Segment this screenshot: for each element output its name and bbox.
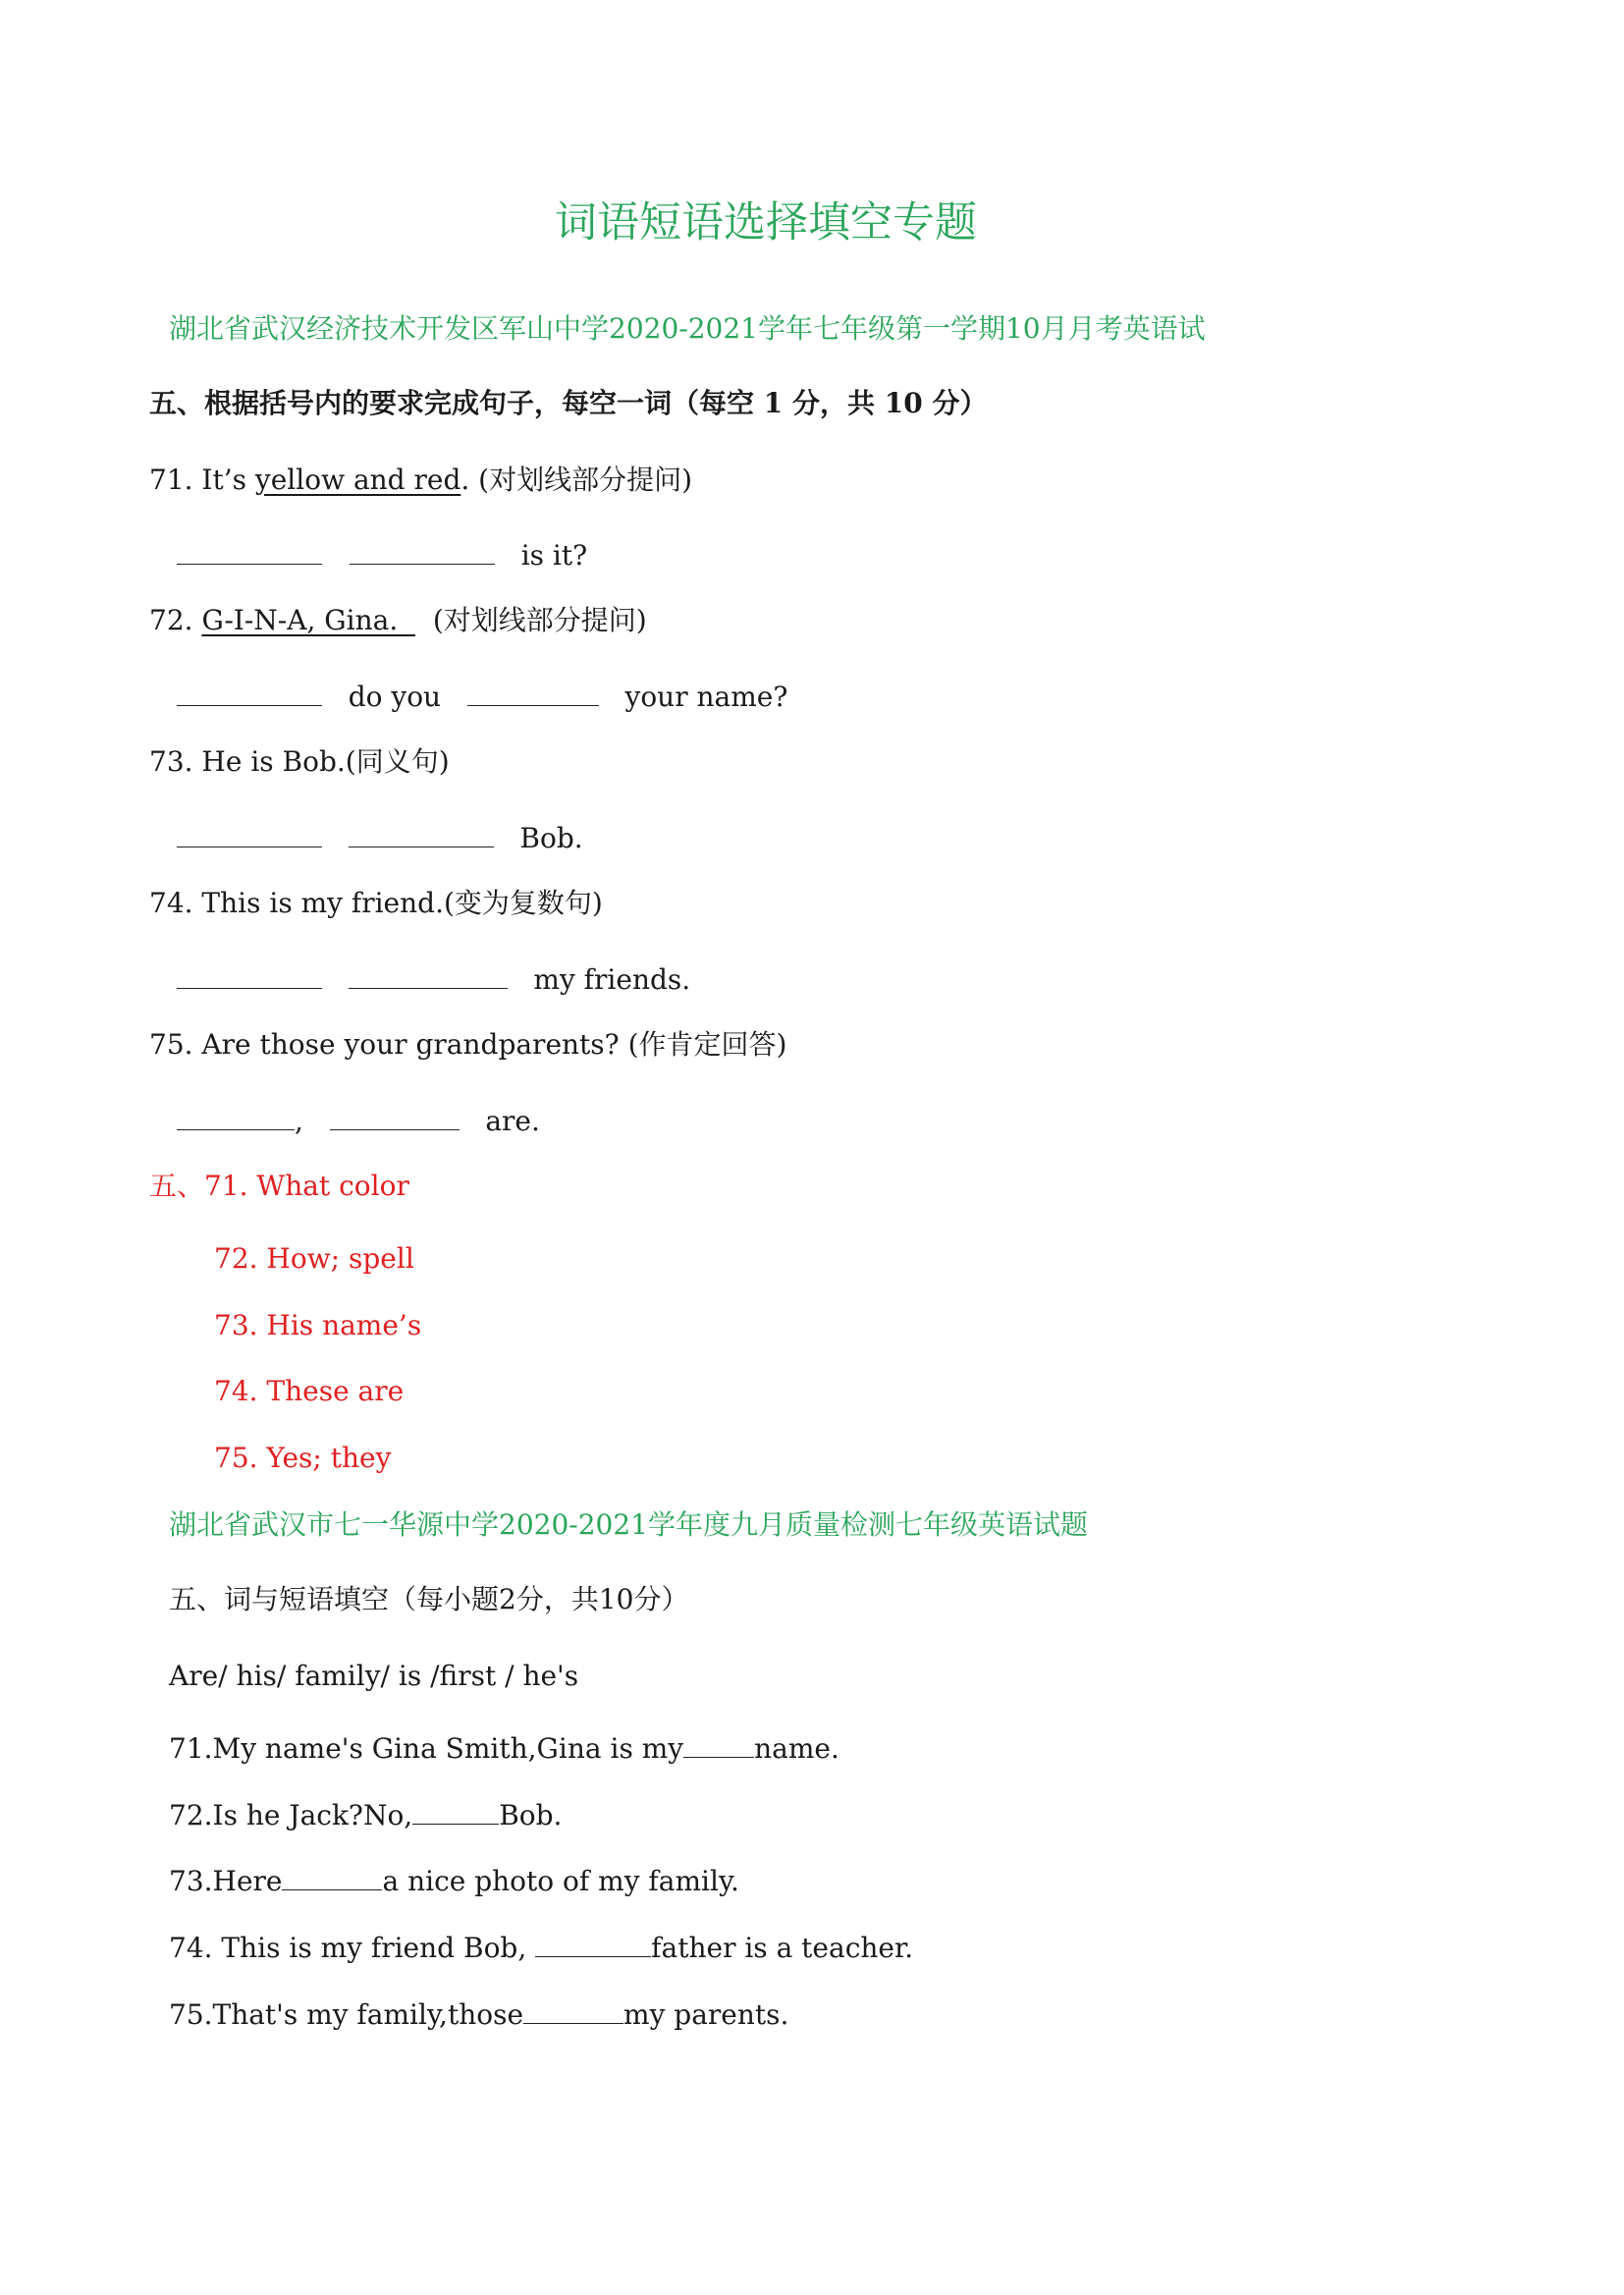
fill-75-prefix: 75.That's my family,those — [169, 1998, 524, 2031]
question-71-underlined: yellow and red — [254, 464, 461, 496]
answer-line-72-mid: do you — [348, 681, 442, 713]
fill-blank-72[interactable] — [412, 1798, 499, 1825]
fill-71-suffix: name. — [754, 1732, 839, 1765]
fill-75-suffix: my parents. — [623, 1998, 789, 2031]
answer-line-75 — [177, 1102, 540, 1138]
question-72 — [149, 604, 647, 637]
answer-line-74-tail: my friends. — [533, 963, 691, 996]
word-bank: Are/ his/ family/ is /first / he's — [169, 1660, 579, 1692]
question-71-prefix: 71. It’s — [149, 464, 255, 496]
answer-line-72 — [177, 678, 787, 714]
fill-question-75 — [169, 1997, 788, 2032]
blank-71-b[interactable] — [350, 536, 495, 565]
fill-blank-75[interactable] — [523, 1997, 623, 2024]
fill-question-72 — [169, 1798, 562, 1832]
blank-74-b[interactable] — [349, 960, 508, 989]
blank-71-a[interactable] — [177, 536, 322, 565]
answer-71: 五、71. What color — [149, 1170, 409, 1202]
blank-73-b[interactable] — [349, 819, 494, 847]
question-72-underlined: G-I-N-A, Gina. — [201, 604, 416, 636]
blank-73-a[interactable] — [177, 819, 322, 847]
answer-line-72-tail: your name? — [624, 681, 788, 713]
section-heading-2: 五、词与短语填空（每小题2分，共10分） — [169, 1583, 689, 1615]
blank-74-a[interactable] — [177, 960, 322, 989]
question-73: 73. He is Bob.(同义句) — [149, 745, 450, 778]
question-71 — [149, 464, 692, 497]
question-71-instruction: . (对划线部分提问) — [460, 464, 693, 496]
answer-72: 72. How; spell — [214, 1242, 414, 1275]
question-74: 74. This is my friend.(变为复数句) — [149, 887, 603, 919]
answer-75: 75. Yes; they — [214, 1442, 392, 1474]
fill-question-73 — [169, 1864, 739, 1898]
question-75: 75. Are those your grandparents? (作肯定回答) — [149, 1028, 787, 1061]
blank-75-b[interactable] — [330, 1102, 460, 1130]
answer-line-75-tail: are. — [485, 1105, 540, 1137]
question-72-prefix: 72. — [149, 604, 202, 636]
answer-line-74 — [177, 960, 690, 997]
answer-line-71-tail: is it? — [520, 539, 588, 572]
fill-72-prefix: 72.Is he Jack?No, — [169, 1799, 413, 1831]
blank-72-a[interactable] — [177, 678, 322, 706]
fill-question-71 — [169, 1731, 839, 1766]
fill-question-74 — [169, 1931, 913, 1965]
section-heading-1: 五、根据括号内的要求完成句子，每空一词（每空 1 分，共 10 分） — [149, 387, 988, 419]
fill-74-suffix: father is a teacher. — [651, 1932, 914, 1964]
fill-blank-71[interactable] — [683, 1731, 754, 1758]
answer-line-73-tail: Bob. — [519, 822, 583, 854]
answer-73: 73. His name’s — [214, 1309, 422, 1341]
answer-line-71 — [177, 536, 587, 573]
blank-75-a[interactable] — [177, 1102, 295, 1130]
fill-blank-73[interactable] — [282, 1864, 382, 1890]
source-heading-2: 湖北省武汉市七一华源中学2020-2021学年度九月质量检测七年级英语试题 — [169, 1508, 1088, 1541]
source-heading-1: 湖北省武汉经济技术开发区军山中学2020-2021学年七年级第一学期10月月考英语试 — [169, 312, 1206, 345]
fill-71-prefix: 71.My name's Gina Smith,Gina is my — [169, 1732, 684, 1765]
fill-blank-74[interactable] — [535, 1931, 651, 1957]
page-title: 词语短语选择填空专题 — [555, 198, 977, 247]
fill-74-prefix: 74. This is my friend Bob, — [169, 1932, 536, 1964]
fill-73-suffix: a nice photo of my family. — [382, 1865, 739, 1897]
fill-72-suffix: Bob. — [499, 1799, 563, 1831]
question-72-instruction: (对划线部分提问) — [415, 604, 647, 636]
answer-74: 74. These are — [214, 1375, 405, 1407]
fill-73-prefix: 73.Here — [169, 1865, 283, 1897]
answer-line-73 — [177, 819, 583, 855]
blank-72-b[interactable] — [467, 678, 599, 706]
answer-line-75-comma: , — [295, 1105, 303, 1137]
